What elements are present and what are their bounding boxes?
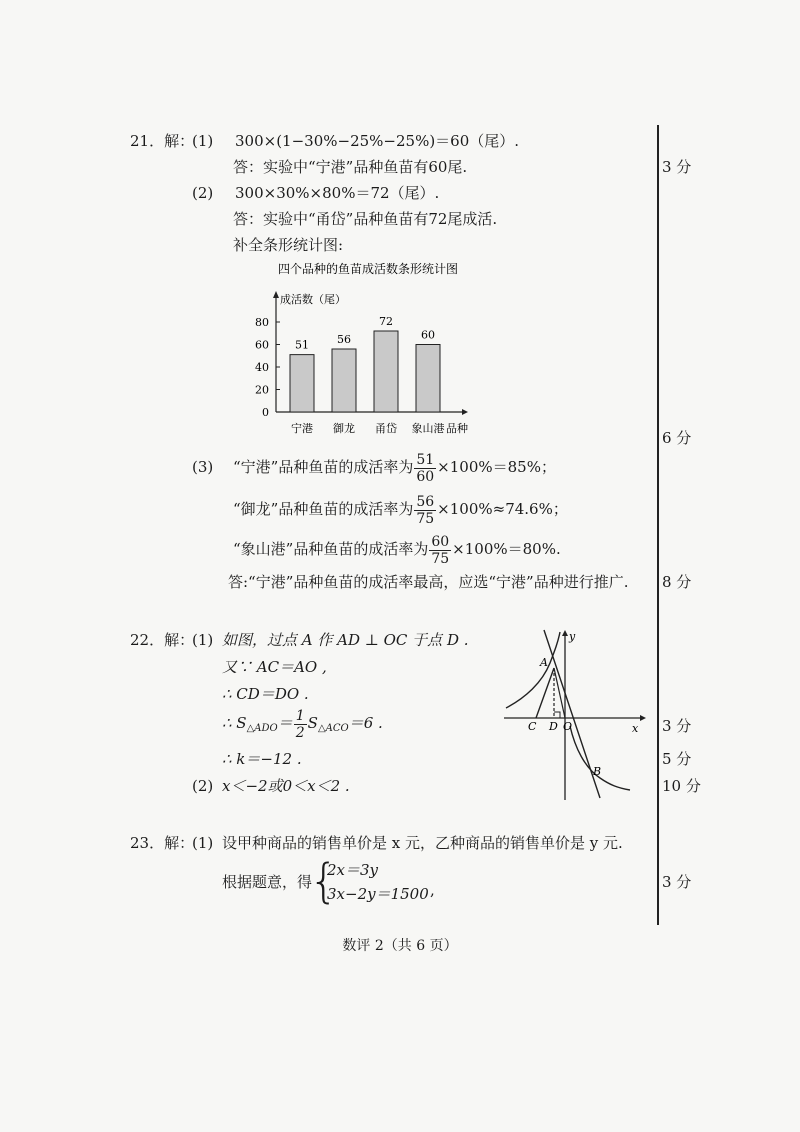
fraction-numerator: 56 <box>416 493 435 510</box>
y-axis-arrow <box>562 630 568 636</box>
q23-number: 23．解： <box>130 834 195 852</box>
q21-rate-xiangshangang-result: ×100%＝80%. <box>452 540 561 558</box>
fraction-numerator: 51 <box>416 451 435 468</box>
equals-sign: ＝ <box>277 714 293 732</box>
bar <box>332 349 356 412</box>
equation-brace: { <box>309 854 339 908</box>
q22-line1: 如图，过点 A 作 AD ⊥ OC 于点 D . <box>222 631 469 649</box>
y-tick-label: 0 <box>262 406 269 419</box>
y-tick-label: 80 <box>255 316 269 329</box>
bar-chart <box>240 258 490 440</box>
bar <box>290 355 314 412</box>
q21-part2-expression: 300×30%×80%＝72（尾）. <box>235 184 440 202</box>
category-label: 甬岱 <box>375 422 397 435</box>
q21-part3-answer: 答:“宁港”品种鱼苗的成活率最高，应选“宁港”品种进行推广. <box>228 573 629 591</box>
q23-equation2: 3x−2y＝1500 <box>327 885 429 903</box>
page-footer: 数评 2（共 6 页） <box>342 938 458 954</box>
q21-rate-ninggang-result: ×100%＝85%； <box>437 458 556 476</box>
q22-part2-label: (2) <box>192 777 214 795</box>
area-symbol: S <box>307 714 318 732</box>
score-q22-step2: 5 分 <box>662 750 692 768</box>
line-ac <box>536 668 554 718</box>
q21-part2-fill-note: 补全条形统计图: <box>233 236 344 254</box>
q21-part3-label: (3) <box>192 458 214 476</box>
q21-rate-yulong-fraction <box>414 494 436 527</box>
q22-line5: ∴ k＝−12 . <box>222 750 302 768</box>
q22-figure <box>500 628 650 803</box>
fraction-denominator: 60 <box>416 468 435 485</box>
category-label: 御龙 <box>333 422 355 435</box>
q22-part2-answer: x＜−2或0＜x＜2 . <box>222 777 350 795</box>
bar <box>416 345 440 413</box>
line-ab <box>544 630 600 798</box>
q21-part1-expression: 300×(1−30%−25%−25%)＝60（尾）. <box>235 132 520 150</box>
x-axis-arrow <box>640 715 646 721</box>
y-tick-label: 20 <box>255 383 269 397</box>
half-fraction <box>294 708 307 741</box>
q21-rate-xiangshangang-text: “象山港”品种鱼苗的成活率为 <box>233 540 429 558</box>
q21-part3-line2 <box>233 492 568 527</box>
bar-value-label: 51 <box>295 338 309 352</box>
fraction-denominator: 75 <box>416 510 435 527</box>
score-q21-part3: 8 分 <box>662 573 692 591</box>
q21-part1-answer: 答：实验中“宁港”品种鱼苗有60尾. <box>233 158 468 176</box>
fraction-numerator: 1 <box>295 707 305 724</box>
q21-part1-label: (1) <box>192 132 214 150</box>
q22-number: 22．解： <box>130 631 195 649</box>
bar-value-label: 56 <box>337 333 351 346</box>
y-tick-label: 60 <box>255 338 269 352</box>
label-o: O <box>563 720 573 733</box>
q21-rate-ninggang-fraction <box>414 452 436 485</box>
q21-rate-yulong-text: “御龙”品种鱼苗的成活率为 <box>233 500 414 518</box>
label-c: C <box>528 720 537 733</box>
q23-line1: 设甲种商品的销售单价是 x 元，乙种商品的销售单价是 y 元. <box>222 834 623 852</box>
label-a: A <box>540 656 548 669</box>
q21-part2-answer: 答：实验中“甬岱”品种鱼苗有72尾成活. <box>233 210 498 228</box>
bar <box>374 331 398 412</box>
q23-part1-label: (1) <box>192 834 214 852</box>
q21-part2-label: (2) <box>192 184 214 202</box>
x-axis-label: 品种 <box>446 422 468 435</box>
chart-title: 四个品种的鱼苗成活数条形统计图 <box>277 262 459 276</box>
label-y: y <box>569 630 576 643</box>
q22-line4 <box>222 706 383 746</box>
label-d: D <box>549 720 558 733</box>
q22-part1-label: (1) <box>192 631 214 649</box>
q22-line2: 又∵ AC＝AO , <box>222 658 327 676</box>
bar-value-label: 72 <box>379 315 393 328</box>
area-subscript-ado: △ADO <box>246 723 278 734</box>
q21-part3-line1 <box>233 450 556 485</box>
score-q22-step1: 3 分 <box>662 717 692 735</box>
area-result: ＝6 . <box>348 714 383 732</box>
category-label: 象山港 <box>411 422 445 435</box>
q21-rate-ninggang-text: “宁港”品种鱼苗的成活率为 <box>233 458 414 476</box>
fraction-numerator: 60 <box>431 533 450 550</box>
q23-line2: 根据题意，得 <box>222 873 313 891</box>
area-subscript-aco: △ACO <box>317 723 349 734</box>
q23-equation-comma: , <box>430 881 435 899</box>
q21-rate-xiangshangang-fraction <box>429 534 451 567</box>
category-label: 宁港 <box>291 422 313 435</box>
q23-equation1: 2x＝3y <box>327 861 379 879</box>
area-symbol: ∴ S <box>222 714 247 732</box>
hyperbola-upper-left <box>506 632 560 708</box>
score-q21-part1: 3 分 <box>662 158 692 176</box>
q21-number: 21．解： <box>130 132 195 150</box>
y-axis-label: 成活数（尾） <box>280 293 346 306</box>
label-b: B <box>593 765 602 778</box>
fraction-denominator: 2 <box>295 724 305 741</box>
fraction-denominator: 75 <box>431 550 450 567</box>
label-x: x <box>632 722 639 735</box>
q22-line3: ∴ CD＝DO . <box>222 685 309 703</box>
score-q23-part1: 3 分 <box>662 873 692 891</box>
right-angle-mark <box>554 712 560 718</box>
q21-rate-yulong-result: ×100%≈74.6%； <box>437 500 568 518</box>
q21-part3-line3 <box>233 532 561 567</box>
y-axis-arrow <box>273 291 279 298</box>
x-axis-arrow <box>462 409 468 415</box>
y-tick-label: 40 <box>255 361 269 374</box>
score-column-rule <box>657 125 659 925</box>
score-q22-part2: 10 分 <box>662 777 701 795</box>
score-q21-part2: 6 分 <box>662 429 692 447</box>
bar-value-label: 60 <box>421 328 435 342</box>
